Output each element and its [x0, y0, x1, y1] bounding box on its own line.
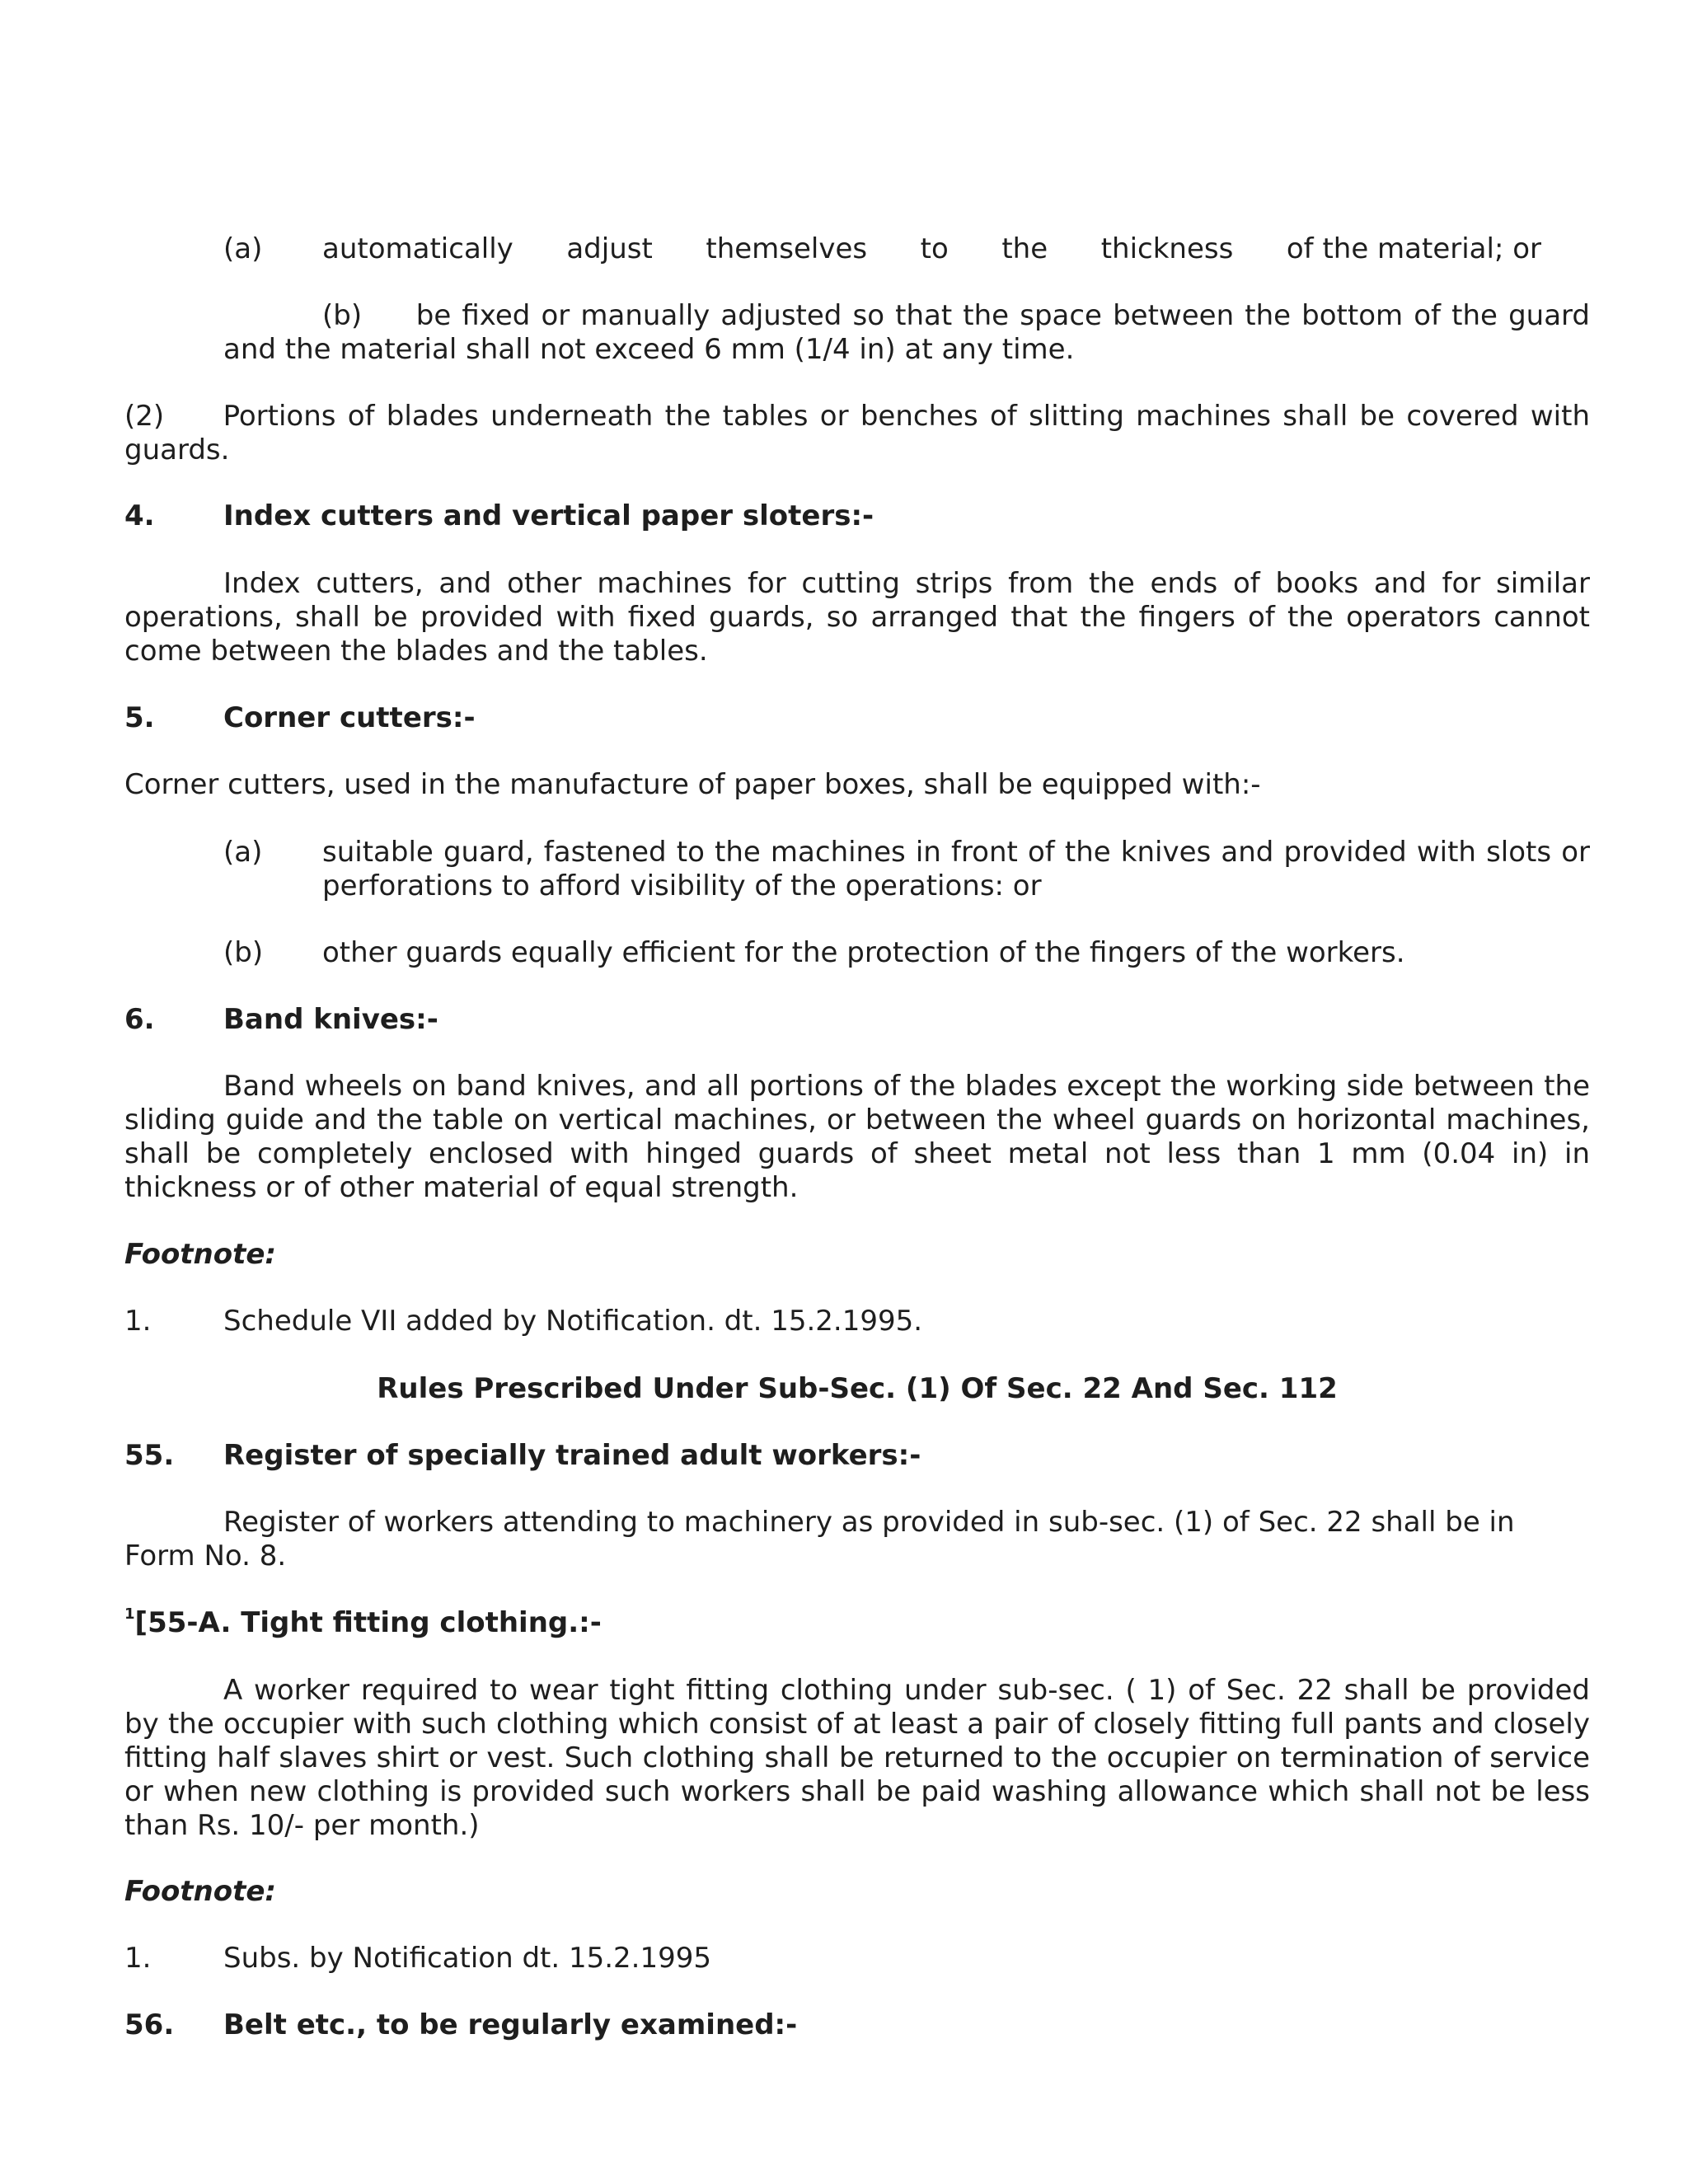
footnote-heading-2	[124, 1875, 1590, 1909]
footnote-heading-1	[124, 1238, 1590, 1272]
section-body: Index cutters, and other machines for cutting strips from the ends of books and for similar operations, shall be provided with fixed guards, so arranged that the fingers of the operators cannot come between the blades and the tables.	[124, 567, 1590, 668]
section-number: 4.	[124, 499, 155, 532]
footnote-text: Schedule VII added by Notification. dt. 15.2.1995.	[223, 1305, 923, 1338]
section-number: 5.	[124, 701, 155, 734]
word: adjust	[566, 232, 653, 265]
section-body: A worker required to wear tight fitting clothing under sub-sec. ( 1) of Sec. 22 shall be provided by the occupier with such clothing which consist of at least a pair of closely fitting full pants and closely fitting half slaves shirt or vest. Such clothing shall be returned to the occupier on termination of service or when new clothing is provided such workers shall be paid washing allowance which shall not be less than Rs. 10/- per month.)	[124, 1674, 1590, 1842]
item-3-1-a	[223, 232, 1590, 266]
footnote-marker: 1	[124, 1605, 135, 1623]
section-55a-body	[124, 1674, 1590, 1843]
section-body: Band wheels on band knives, and all portions of the blades except the working side between the sliding guide and the table on vertical machines, or between the wheel guards on horizontal machines, shall be completely enclosed with hinged guards of sheet metal not less than 1 mm (0.04 in) in thickness or of other material of equal strength.	[124, 1070, 1590, 1204]
rules-heading	[124, 1372, 1590, 1406]
section-6-heading	[124, 1003, 1590, 1037]
section-title: Corner cutters:-	[223, 701, 476, 734]
word: the	[1001, 232, 1048, 265]
item-3-1-b	[223, 299, 1590, 367]
footnote-number: 1.	[124, 1305, 152, 1338]
footnote-heading: Footnote:	[124, 1875, 277, 1908]
section-title: Index cutters and vertical paper sloters:-	[223, 499, 874, 532]
item-label: (b)	[322, 299, 363, 332]
item-text: be fixed or manually adjusted so that the space between the bottom of the guard and the material shall not exceed 6 mm (1/4 in) at any time.	[223, 299, 1590, 366]
footnote-text: Subs. by Notification dt. 15.2.1995	[223, 1942, 712, 1975]
section-number: 56.	[124, 2008, 175, 2041]
item-text: suitable guard, fastened to the machines in front of the knives and provided with slots or perforations to afford visibility of the operations: or	[322, 836, 1590, 902]
section-5-intro	[124, 768, 1590, 802]
section-6-body	[124, 1070, 1590, 1205]
item-label: (a)	[223, 232, 263, 265]
section-5-item-b	[223, 936, 1590, 970]
footnote-item-2	[124, 1942, 1590, 1975]
word: thickness	[1100, 232, 1234, 265]
word: of the material; or	[1286, 232, 1541, 265]
footnote-number: 1.	[124, 1942, 152, 1975]
section-title: [55-A. Tight fitting clothing.:-	[134, 1606, 602, 1639]
section-title: Belt etc., to be regularly examined:-	[223, 2008, 798, 2041]
word: themselves	[706, 232, 868, 265]
section-4-heading	[124, 499, 1590, 533]
word: to	[920, 232, 949, 265]
para-text: Portions of blades underneath the tables or benches of slitting machines shall be covered with guards.	[124, 400, 1591, 466]
section-number: 6.	[124, 1003, 155, 1036]
section-5-item-a	[223, 836, 1590, 903]
section-4-body	[124, 567, 1590, 668]
section-5-heading	[124, 701, 1590, 735]
section-title: Band knives:-	[223, 1003, 438, 1036]
section-body: Register of workers attending to machinery as provided in sub-sec. (1) of Sec. 22 shall be in Form No. 8.	[124, 1506, 1515, 1572]
item-label: (a)	[223, 836, 263, 869]
word: automatically	[322, 232, 513, 265]
section-title: Register of specially trained adult workers:-	[223, 1439, 921, 1472]
para-3-2	[124, 400, 1590, 467]
rules-heading-text: Rules Prescribed Under Sub-Sec. (1) Of Sec. 22 And Sec. 112	[377, 1372, 1338, 1405]
item-label: (b)	[223, 936, 264, 969]
section-55-body	[124, 1506, 1517, 1573]
section-56-heading	[124, 2008, 1590, 2042]
item-text: other guards equally efficient for the protection of the fingers of the workers.	[322, 936, 1405, 969]
footnote-heading: Footnote:	[124, 1238, 277, 1271]
section-55-heading	[124, 1439, 1590, 1473]
section-number: 55.	[124, 1439, 175, 1472]
section-intro: Corner cutters, used in the manufacture of paper boxes, shall be equipped with:-	[124, 768, 1261, 801]
section-55a-heading	[124, 1606, 1590, 1640]
para-label: (2)	[124, 400, 165, 433]
footnote-item-1	[124, 1305, 1590, 1338]
item-text-spaced	[322, 232, 1541, 266]
